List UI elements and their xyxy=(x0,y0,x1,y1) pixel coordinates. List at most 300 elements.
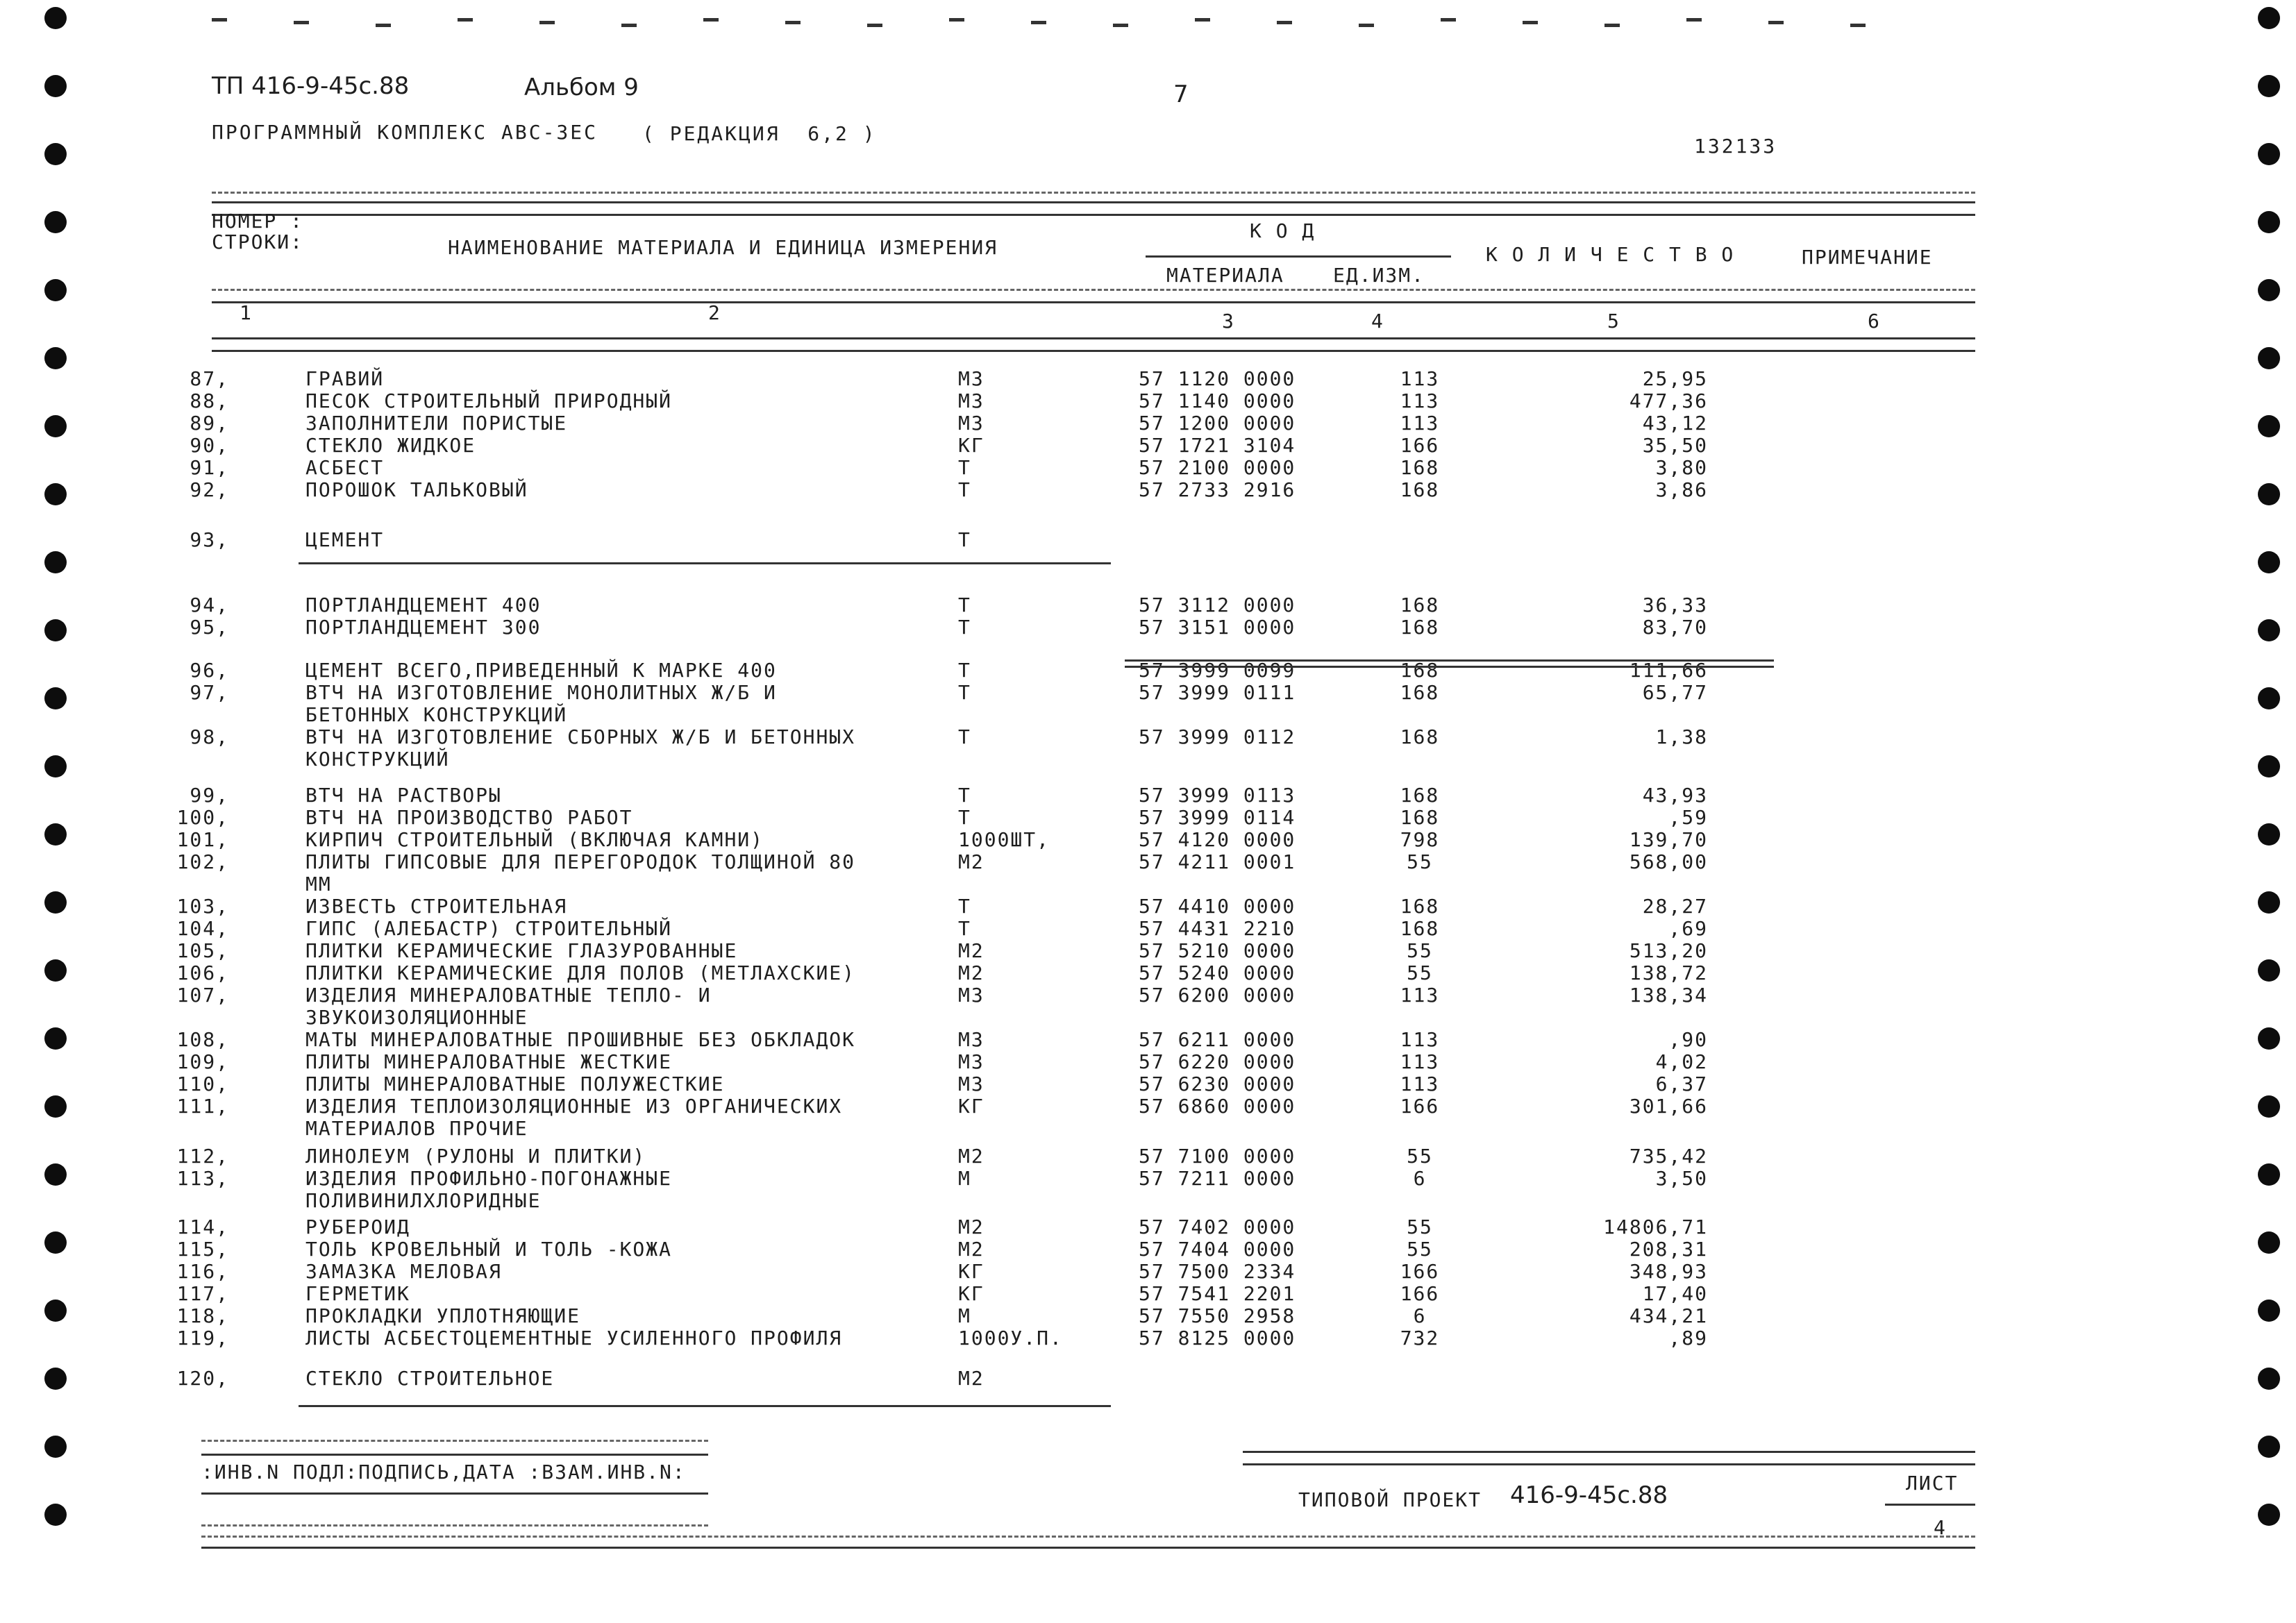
row-number: 117, xyxy=(176,1282,229,1305)
table-top-rule xyxy=(212,201,1975,203)
quantity: 1,38 xyxy=(1655,725,1708,748)
unit-code: 798 xyxy=(1400,828,1440,851)
quantity: ,59 xyxy=(1668,806,1708,829)
material-name: ВТЧ НА ИЗГОТОВЛЕНИЕ МОНОЛИТНЫХ Ж/Б И xyxy=(305,681,777,704)
unit-code: 168 xyxy=(1400,456,1440,479)
material-name: ПЛИТКИ КЕРАМИЧЕСКИЕ ГЛАЗУРОВАННЫЕ xyxy=(305,939,738,962)
quantity: 4,02 xyxy=(1655,1050,1708,1073)
material-name: ВТЧ НА РАСТВОРЫ xyxy=(305,784,502,807)
quantity: 65,77 xyxy=(1642,681,1708,704)
sheet-divider xyxy=(1885,1504,1975,1506)
unit: М3 xyxy=(958,412,984,435)
column-number-top xyxy=(212,301,1975,303)
row-number: 96, xyxy=(190,659,229,682)
row-number: 93, xyxy=(190,528,229,551)
material-name: ПРОКЛАДКИ УПЛОТНЯЮЩИЕ xyxy=(305,1304,581,1327)
perforation-hole xyxy=(44,279,67,301)
quantity: 43,12 xyxy=(1642,412,1708,435)
unit-code: 168 xyxy=(1400,806,1440,829)
perforation-hole xyxy=(2258,1504,2280,1526)
unit: Т xyxy=(958,528,971,551)
row-number: 105, xyxy=(176,939,229,962)
perforation-hole xyxy=(44,1231,67,1254)
material-name: ЦЕМЕНТ xyxy=(305,528,385,551)
perforation-hole xyxy=(44,891,67,914)
perforation-hole xyxy=(44,1504,67,1526)
quantity: 83,70 xyxy=(1642,616,1708,639)
row-number: 98, xyxy=(190,725,229,748)
material-name: ЛИСТЫ АСБЕСТОЦЕМЕНТНЫЕ УСИЛЕННОГО ПРОФИЛЯ xyxy=(305,1327,843,1349)
code-divider xyxy=(1146,255,1451,258)
unit: М xyxy=(958,1304,971,1327)
perforation-hole xyxy=(2258,1300,2280,1322)
quantity: 139,70 xyxy=(1629,828,1708,851)
perforation-hole xyxy=(2258,347,2280,369)
feed-mark xyxy=(212,18,227,22)
material-code: 57 3999 0113 xyxy=(1139,784,1296,807)
col-code: К О Д xyxy=(1250,219,1316,242)
row-number: 115, xyxy=(176,1238,229,1261)
perforation-hole xyxy=(44,1436,67,1458)
perforation-hole xyxy=(2258,1231,2280,1254)
perforation-hole xyxy=(44,687,67,709)
material-code: 57 6860 0000 xyxy=(1139,1095,1296,1118)
feed-mark xyxy=(703,18,719,22)
material-code: 57 6211 0000 xyxy=(1139,1028,1296,1051)
row-number: 113, xyxy=(176,1167,229,1190)
quantity: 14806,71 xyxy=(1603,1216,1708,1238)
perforation-hole xyxy=(2258,1027,2280,1050)
material-name: АСБЕСТ xyxy=(305,456,385,479)
row-number: 110, xyxy=(176,1073,229,1095)
row-number: 109, xyxy=(176,1050,229,1073)
feed-mark xyxy=(294,21,309,24)
col-num-1: 1 xyxy=(240,301,253,324)
material-code: 57 3112 0000 xyxy=(1139,594,1296,616)
material-code: 57 7211 0000 xyxy=(1139,1167,1296,1190)
unit-code: 166 xyxy=(1400,1095,1440,1118)
material-name: ГЕРМЕТИК xyxy=(305,1282,410,1305)
material-code: 57 6220 0000 xyxy=(1139,1050,1296,1073)
footer-rule xyxy=(201,1454,708,1456)
material-code: 57 3151 0000 xyxy=(1139,616,1296,639)
row-number: 92, xyxy=(190,478,229,501)
quantity: 6,37 xyxy=(1655,1073,1708,1095)
perforation-hole xyxy=(44,347,67,369)
col-name: НАИМЕНОВАНИЕ МАТЕРИАЛА И ЕДИНИЦА ИЗМЕРЕНИЯ xyxy=(448,236,998,259)
feed-mark xyxy=(1523,21,1538,24)
perforation-hole xyxy=(44,7,67,29)
row-number: 111, xyxy=(176,1095,229,1118)
material-name: СТЕКЛО ЖИДКОЕ xyxy=(305,434,476,457)
material-code: 57 7402 0000 xyxy=(1139,1216,1296,1238)
perforation-hole xyxy=(2258,211,2280,233)
perforation-hole xyxy=(44,619,67,641)
perforation-hole xyxy=(2258,1095,2280,1118)
quantity: 3,50 xyxy=(1655,1167,1708,1190)
feed-mark xyxy=(376,24,391,27)
material-code: 57 7404 0000 xyxy=(1139,1238,1296,1261)
perforation-hole xyxy=(44,143,67,165)
quantity: 568,00 xyxy=(1629,850,1708,873)
unit-code: 55 xyxy=(1407,1145,1433,1168)
material-name: ЗАПОЛНИТЕЛИ ПОРИСТЫЕ xyxy=(305,412,568,435)
material-code: 57 1140 0000 xyxy=(1139,389,1296,412)
row-number: 120, xyxy=(176,1367,229,1390)
row-number: 104, xyxy=(176,917,229,940)
unit: М3 xyxy=(958,984,984,1007)
perforation-hole xyxy=(44,823,67,846)
unit-code: 168 xyxy=(1400,725,1440,748)
feed-mark xyxy=(949,18,964,22)
unit: 1000ШТ, xyxy=(958,828,1050,851)
quantity: 348,93 xyxy=(1629,1260,1708,1283)
quantity: 138,72 xyxy=(1629,961,1708,984)
unit: Т xyxy=(958,456,971,479)
unit-code: 113 xyxy=(1400,984,1440,1007)
unit: М2 xyxy=(958,1145,984,1168)
feed-mark xyxy=(1604,24,1620,27)
unit: Т xyxy=(958,594,971,616)
row-number: 118, xyxy=(176,1304,229,1327)
unit-code: 166 xyxy=(1400,1282,1440,1305)
unit-code: 168 xyxy=(1400,895,1440,918)
quantity: 513,20 xyxy=(1629,939,1708,962)
col-unit-code: ЕД.ИЗМ. xyxy=(1333,264,1425,287)
perforation-hole xyxy=(44,755,67,777)
unit: М3 xyxy=(958,1050,984,1073)
unit: М2 xyxy=(958,850,984,873)
unit: Т xyxy=(958,681,971,704)
material-name: ЛИНОЛЕУМ (РУЛОНЫ И ПЛИТКИ) xyxy=(305,1145,646,1168)
material-name: РУБЕРОИД xyxy=(305,1216,410,1238)
feed-mark xyxy=(1031,21,1046,24)
unit-code: 55 xyxy=(1407,1238,1433,1261)
project-code: 416-9-45с.88 xyxy=(1510,1481,1668,1509)
col-num-2: 2 xyxy=(708,301,721,324)
unit: КГ xyxy=(958,1095,984,1118)
perforation-hole xyxy=(2258,891,2280,914)
unit: М3 xyxy=(958,1073,984,1095)
material-name: БЕТОННЫХ КОНСТРУКЦИЙ xyxy=(305,703,568,726)
unit: М3 xyxy=(958,389,984,412)
material-name: ПЛИТКИ КЕРАМИЧЕСКИЕ ДЛЯ ПОЛОВ (МЕТЛАХСКИЕ) xyxy=(305,961,856,984)
row-number: 100, xyxy=(176,806,229,829)
material-code: 57 2733 2916 xyxy=(1139,478,1296,501)
material-name: ПОРТЛАНДЦЕМЕНТ 300 xyxy=(305,616,542,639)
feed-mark xyxy=(1441,18,1456,22)
unit: КГ xyxy=(958,434,984,457)
unit: КГ xyxy=(958,1282,984,1305)
material-name: ПЛИТЫ МИНЕРАЛОВАТНЫЕ ЖЕСТКИЕ xyxy=(305,1050,673,1073)
cement-total-rule xyxy=(1125,659,1774,668)
perforation-hole xyxy=(44,1368,67,1390)
material-name: ЦЕМЕНТ ВСЕГО,ПРИВЕДЕННЫЙ К МАРКЕ 400 xyxy=(305,659,777,682)
feed-mark xyxy=(1686,18,1702,22)
material-name: ВТЧ НА ПРОИЗВОДСТВО РАБОТ xyxy=(305,806,633,829)
material-name: СТЕКЛО СТРОИТЕЛЬНОЕ xyxy=(305,1367,555,1390)
feed-mark xyxy=(1113,24,1128,27)
unit: Т xyxy=(958,478,971,501)
sheet-label: ЛИСТ xyxy=(1906,1472,1959,1495)
col-num-4: 4 xyxy=(1371,310,1384,333)
quantity: 17,40 xyxy=(1642,1282,1708,1305)
unit-code: 168 xyxy=(1400,659,1440,682)
unit: М2 xyxy=(958,1367,984,1390)
unit: Т xyxy=(958,895,971,918)
unit-code: 113 xyxy=(1400,412,1440,435)
quantity: 43,93 xyxy=(1642,784,1708,807)
material-name: ИЗВЕСТЬ СТРОИТЕЛЬНАЯ xyxy=(305,895,568,918)
material-code: 57 4211 0001 xyxy=(1139,850,1296,873)
perforation-hole xyxy=(2258,279,2280,301)
quantity: 138,34 xyxy=(1629,984,1708,1007)
unit: М2 xyxy=(958,961,984,984)
col-num-5: 5 xyxy=(1607,310,1620,333)
stamp-top-rule xyxy=(1243,1451,1975,1453)
quantity: 35,50 xyxy=(1642,434,1708,457)
row-number: 87, xyxy=(190,367,229,390)
perforation-hole xyxy=(2258,1163,2280,1186)
row-number: 95, xyxy=(190,616,229,639)
quantity: 3,80 xyxy=(1655,456,1708,479)
stamp-dotted-rule xyxy=(201,1536,1975,1538)
perforation-hole xyxy=(2258,75,2280,97)
col-note: ПРИМЕЧАНИЕ xyxy=(1802,246,1933,269)
quantity: 28,27 xyxy=(1642,895,1708,918)
row-number: 97, xyxy=(190,681,229,704)
perforation-hole xyxy=(44,211,67,233)
unit: Т xyxy=(958,917,971,940)
col-quantity: К О Л И Ч Е С Т В О xyxy=(1486,243,1735,266)
footer-rule-2 xyxy=(201,1492,708,1495)
perforation-hole xyxy=(44,551,67,573)
material-code: 57 1721 3104 xyxy=(1139,434,1296,457)
stamp-top-rule-2 xyxy=(1243,1463,1975,1465)
unit-code: 166 xyxy=(1400,434,1440,457)
material-name: ПЕСОК СТРОИТЕЛЬНЫЙ ПРИРОДНЫЙ xyxy=(305,389,673,412)
unit-code: 168 xyxy=(1400,784,1440,807)
perforation-hole xyxy=(2258,551,2280,573)
feed-mark xyxy=(1850,24,1866,27)
sheet-number: 4 xyxy=(1934,1516,1947,1539)
row-number: 88, xyxy=(190,389,229,412)
unit-code: 6 xyxy=(1413,1304,1427,1327)
unit: КГ xyxy=(958,1260,984,1283)
perforation-hole xyxy=(2258,755,2280,777)
unit: М3 xyxy=(958,367,984,390)
feed-mark xyxy=(1768,21,1784,24)
material-name: ИЗДЕЛИЯ ТЕПЛОИЗОЛЯЦИОННЫЕ ИЗ ОРГАНИЧЕСКИХ xyxy=(305,1095,843,1118)
perforation-hole xyxy=(2258,1436,2280,1458)
unit-code: 55 xyxy=(1407,939,1433,962)
unit: М2 xyxy=(958,1216,984,1238)
unit-code: 168 xyxy=(1400,616,1440,639)
perforation-hole xyxy=(44,959,67,982)
row-number: 90, xyxy=(190,434,229,457)
perforation-hole xyxy=(44,483,67,505)
perforation-hole xyxy=(44,1163,67,1186)
unit-code: 166 xyxy=(1400,1260,1440,1283)
header-dotted-rule xyxy=(212,192,1975,194)
material-name: ИЗДЕЛИЯ МИНЕРАЛОВАТНЫЕ ТЕПЛО- И xyxy=(305,984,712,1007)
perforation-hole xyxy=(2258,619,2280,641)
table-top-rule-2 xyxy=(212,214,1975,216)
material-code: 57 8125 0000 xyxy=(1139,1327,1296,1349)
perforation-hole xyxy=(2258,415,2280,437)
quantity: 25,95 xyxy=(1642,367,1708,390)
material-name: ММ xyxy=(305,873,332,895)
row-number: 119, xyxy=(176,1327,229,1349)
row-number: 108, xyxy=(176,1028,229,1051)
row-number: 94, xyxy=(190,594,229,616)
perforation-hole xyxy=(2258,7,2280,29)
unit-code: 55 xyxy=(1407,1216,1433,1238)
material-code: 57 1120 0000 xyxy=(1139,367,1296,390)
unit-code: 168 xyxy=(1400,594,1440,616)
material-code: 57 1200 0000 xyxy=(1139,412,1296,435)
material-name: ПОРОШОК ТАЛЬКОВЫЙ xyxy=(305,478,528,501)
perforation-hole xyxy=(44,1095,67,1118)
unit: Т xyxy=(958,784,971,807)
unit-code: 113 xyxy=(1400,1050,1440,1073)
material-code: 57 7550 2958 xyxy=(1139,1304,1296,1327)
doc-code: ТП 416-9-45с.88 xyxy=(212,72,410,100)
row-number: 101, xyxy=(176,828,229,851)
unit-code: 168 xyxy=(1400,681,1440,704)
unit: Т xyxy=(958,659,971,682)
unit: М2 xyxy=(958,1238,984,1261)
col-row-no: НОМЕР : xyxy=(212,210,304,233)
quantity: 111,66 xyxy=(1629,659,1708,682)
perforation-hole xyxy=(2258,823,2280,846)
unit: М2 xyxy=(958,939,984,962)
material-name: ПЛИТЫ МИНЕРАЛОВАТНЫЕ ПОЛУЖЕСТКИЕ xyxy=(305,1073,725,1095)
cement-group-rule xyxy=(299,562,1111,564)
material-name: ПОЛИВИНИЛХЛОРИДНЫЕ xyxy=(305,1189,542,1212)
material-name: ГИПС (АЛЕБАСТР) СТРОИТЕЛЬНЫЙ xyxy=(305,917,673,940)
material-code: 57 7500 2334 xyxy=(1139,1260,1296,1283)
row-number: 103, xyxy=(176,895,229,918)
serial-number: 132133 xyxy=(1694,135,1777,158)
row-number: 99, xyxy=(190,784,229,807)
perforation-hole xyxy=(2258,687,2280,709)
material-code: 57 6230 0000 xyxy=(1139,1073,1296,1095)
unit-code: 6 xyxy=(1413,1167,1427,1190)
perforation-hole xyxy=(44,75,67,97)
material-name: ВТЧ НА ИЗГОТОВЛЕНИЕ СБОРНЫХ Ж/Б И БЕТОННЫХ xyxy=(305,725,856,748)
row-number: 107, xyxy=(176,984,229,1007)
unit: Т xyxy=(958,725,971,748)
glass-rule xyxy=(299,1405,1111,1407)
perforation-hole xyxy=(2258,483,2280,505)
program-name: ПРОГРАММНЫЙ КОМПЛЕКС АВС-3ЕС xyxy=(212,121,598,144)
material-code: 57 5240 0000 xyxy=(1139,961,1296,984)
unit-code: 113 xyxy=(1400,1073,1440,1095)
col-material: МАТЕРИАЛА xyxy=(1166,264,1284,287)
unit: Т xyxy=(958,616,971,639)
quantity: 434,21 xyxy=(1629,1304,1708,1327)
material-code: 57 4410 0000 xyxy=(1139,895,1296,918)
unit-code: 55 xyxy=(1407,850,1433,873)
quantity: ,90 xyxy=(1668,1028,1708,1051)
unit-code: 732 xyxy=(1400,1327,1440,1349)
row-number: 89, xyxy=(190,412,229,435)
stamp-bottom-rule xyxy=(201,1547,1975,1549)
album-label: Альбом 9 xyxy=(524,74,639,101)
feed-mark xyxy=(1195,18,1210,22)
material-code: 57 3999 0099 xyxy=(1139,659,1296,682)
footer-dotted-rule-2 xyxy=(201,1524,708,1527)
material-name: КОНСТРУКЦИЙ xyxy=(305,748,450,771)
material-name: ТОЛЬ КРОВЕЛЬНЫЙ И ТОЛЬ -КОЖА xyxy=(305,1238,673,1261)
column-number-bottom-2 xyxy=(212,350,1975,352)
unit: М3 xyxy=(958,1028,984,1051)
feed-mark xyxy=(785,21,801,24)
quantity: ,89 xyxy=(1668,1327,1708,1349)
unit: М xyxy=(958,1167,971,1190)
header-dotted-rule-2 xyxy=(212,289,1975,291)
material-name: ПОРТЛАНДЦЕМЕНТ 400 xyxy=(305,594,542,616)
unit: Т xyxy=(958,806,971,829)
row-number: 106, xyxy=(176,961,229,984)
material-name: МАТЫ МИНЕРАЛОВАТНЫЕ ПРОШИВНЫЕ БЕЗ ОБКЛАДОК xyxy=(305,1028,856,1051)
unit-code: 168 xyxy=(1400,917,1440,940)
material-name: МАТЕРИАЛОВ ПРОЧИЕ xyxy=(305,1117,528,1140)
row-number: 102, xyxy=(176,850,229,873)
feed-mark xyxy=(539,21,555,24)
unit-code: 168 xyxy=(1400,478,1440,501)
col-row-no-2: СТРОКИ: xyxy=(212,230,304,253)
material-code: 57 4431 2210 xyxy=(1139,917,1296,940)
page-number: 7 xyxy=(1173,81,1189,108)
material-name: ПЛИТЫ ГИПСОВЫЕ ДЛЯ ПЕРЕГОРОДОК ТОЛЩИНОЙ 80 xyxy=(305,850,856,873)
material-code: 57 7100 0000 xyxy=(1139,1145,1296,1168)
material-name: ЗАМАЗКА МЕЛОВАЯ xyxy=(305,1260,502,1283)
row-number: 116, xyxy=(176,1260,229,1283)
unit-code: 55 xyxy=(1407,961,1433,984)
footer-dotted-rule xyxy=(201,1440,708,1442)
row-number: 114, xyxy=(176,1216,229,1238)
col-num-3: 3 xyxy=(1222,310,1235,333)
project-label: ТИПОВОЙ ПРОЕКТ xyxy=(1298,1488,1482,1511)
perforation-hole xyxy=(2258,143,2280,165)
feed-mark xyxy=(621,24,637,27)
col-num-6: 6 xyxy=(1868,310,1881,333)
unit-code: 113 xyxy=(1400,367,1440,390)
signature-block: :ИНВ.N ПОДЛ:ПОДПИСЬ,ДАТА :ВЗАМ.ИНВ.N: xyxy=(201,1461,686,1483)
material-code: 57 6200 0000 xyxy=(1139,984,1296,1007)
unit-code: 113 xyxy=(1400,1028,1440,1051)
quantity: 36,33 xyxy=(1642,594,1708,616)
perforation-hole xyxy=(44,415,67,437)
material-name: КИРПИЧ СТРОИТЕЛЬНЫЙ (ВКЛЮЧАЯ КАМНИ) xyxy=(305,828,764,851)
material-name: ИЗДЕЛИЯ ПРОФИЛЬНО-ПОГОНАЖНЫЕ xyxy=(305,1167,673,1190)
material-code: 57 7541 2201 xyxy=(1139,1282,1296,1305)
unit-code: 113 xyxy=(1400,389,1440,412)
material-code: 57 3999 0112 xyxy=(1139,725,1296,748)
edition: ( РЕДАКЦИЯ 6,2 ) xyxy=(642,122,877,145)
quantity: 208,31 xyxy=(1629,1238,1708,1261)
quantity: 735,42 xyxy=(1629,1145,1708,1168)
material-code: 57 2100 0000 xyxy=(1139,456,1296,479)
material-code: 57 4120 0000 xyxy=(1139,828,1296,851)
material-name: ГРАВИЙ xyxy=(305,367,385,390)
quantity: 301,66 xyxy=(1629,1095,1708,1118)
feed-mark xyxy=(458,18,473,22)
material-code: 57 5210 0000 xyxy=(1139,939,1296,962)
column-number-bottom xyxy=(212,337,1975,339)
